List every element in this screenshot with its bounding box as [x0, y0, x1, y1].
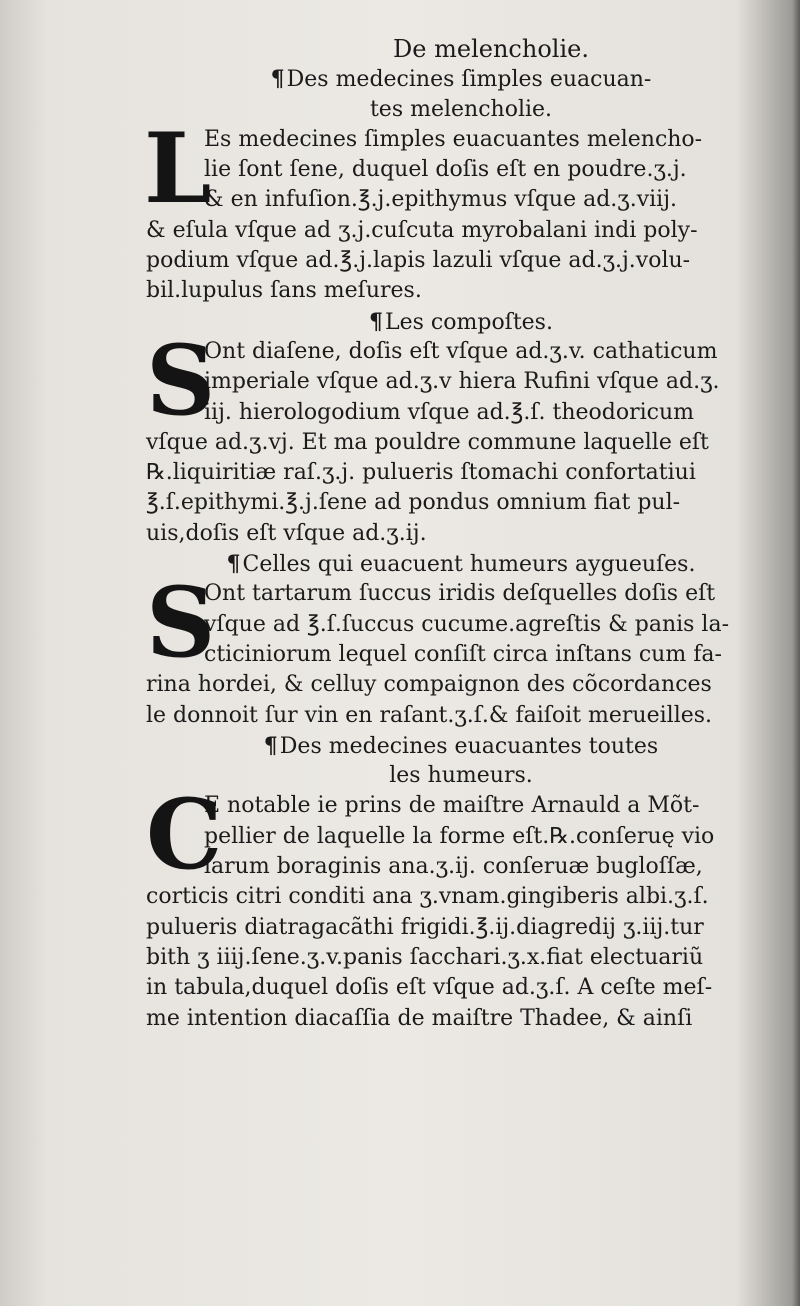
text-line: ℞.liquiritiæ raſ.ʒ.j. pulueris ſtomachi confortatiui	[146, 460, 696, 486]
text-line: E notable ie prins de maiſtre Arnauld a Mõt-	[204, 793, 700, 819]
text-line: cticiniorum lequel conſiſt circa inſtans cum fa-	[204, 641, 722, 667]
paragraph-3	[146, 566, 776, 730]
paragraph-4	[146, 778, 776, 1033]
section-title-2: ¶Les compoſtes.	[146, 307, 776, 337]
paragraph-2	[146, 323, 776, 549]
page-text	[146, 34, 776, 1034]
drop-cap: C	[146, 778, 223, 892]
section-title-1: ¶Des medecines ſimples euacuan-	[146, 64, 776, 94]
pilcrow-icon: ¶	[226, 551, 241, 578]
text-line: uis,doſis eſt vſque ad.ʒ.ij.	[146, 520, 427, 546]
pilcrow-icon: ¶	[263, 732, 278, 759]
drop-cap: S	[146, 566, 216, 680]
pilcrow-icon: ¶	[369, 308, 384, 335]
text-line: pellier de laquelle la forme eſt.℞.conſeruę vio	[204, 823, 715, 849]
section-title-3: ¶Celles qui euacuent humeurs aygueuſes.	[146, 549, 776, 579]
section-title-1-cont: tes melencholie.	[369, 96, 553, 122]
text-line: iij. hierologodium vſque ad.℥.ſ. theodoricum	[204, 399, 694, 425]
text-line: pulueris diatragacãthi frigidi.℥.ij.diagredij ʒ.iij.tur	[146, 914, 704, 940]
text-line: vſque ad ℥.ſ.ſuccus cucume.agreſtis & panis la-	[204, 611, 730, 637]
text-line: & en infuſion.℥.j.epithymus vſque ad.ʒ.viij.	[204, 187, 678, 213]
text-line: ℥.ſ.epithymi.℥.j.ſene ad pondus omnium fiat pul-	[146, 490, 681, 516]
text-line: & eſula vſque ad ʒ.j.cuſcuta myrobalani indi poly-	[146, 217, 698, 243]
section-title-4: ¶Des medecines euacuantes toutes	[146, 731, 776, 761]
text-line: corticis citri conditi ana ʒ.vnam.gingiberis albi.ʒ.ſ.	[146, 884, 709, 910]
text-line: bil.lupulus ſans meſures.	[146, 278, 422, 304]
running-header: De melencholie.	[393, 35, 589, 63]
text-line: Ont diaſene, doſis eſt vſque ad.ʒ.v. cathaticum	[204, 338, 718, 364]
text-line: rina hordei, & celluy compaignon des cõcordances	[146, 672, 712, 698]
text-line: me intention diacaſſia de maiſtre Thadee, & ainſi	[146, 1005, 693, 1031]
text-line: imperiale vſque ad.ʒ.v hiera Rufini vſque ad.ʒ.	[204, 369, 720, 395]
pilcrow-icon: ¶	[270, 66, 285, 93]
text-line: in tabula,duquel doſis eſt vſque ad.ʒ.ſ. A ceſte meſ-	[146, 975, 713, 1001]
text-line: podium vſque ad.℥.j.lapis lazuli vſque ad.ʒ.j.volu-	[146, 248, 691, 274]
paragraph-1	[144, 111, 776, 307]
text-line: bith ʒ iiij.ſene.ʒ.v.panis ſacchari.ʒ.x.fiat electuariũ	[146, 944, 704, 970]
text-line: Es medecines ſimples euacuantes melencho-	[204, 126, 703, 152]
drop-cap: S	[146, 323, 216, 437]
section-title-4-cont: les humeurs.	[389, 763, 533, 789]
text-line: Ont tartarum ſuccus iridis deſquelles doſis eſt	[204, 581, 716, 607]
text-line: vſque ad.ʒ.vj. Et ma pouldre commune laquelle eſt	[146, 429, 709, 455]
drop-cap: L	[144, 111, 212, 225]
text-line: lie ſont ſene, duquel doſis eſt en poudre.ʒ.j.	[204, 157, 687, 183]
text-line: le donnoit ſur vin en raſant.ʒ.ſ.& faiſoit merueilles.	[146, 702, 713, 728]
text-line: larum boraginis ana.ʒ.ij. conſeruæ bugloſſæ,	[204, 854, 703, 880]
